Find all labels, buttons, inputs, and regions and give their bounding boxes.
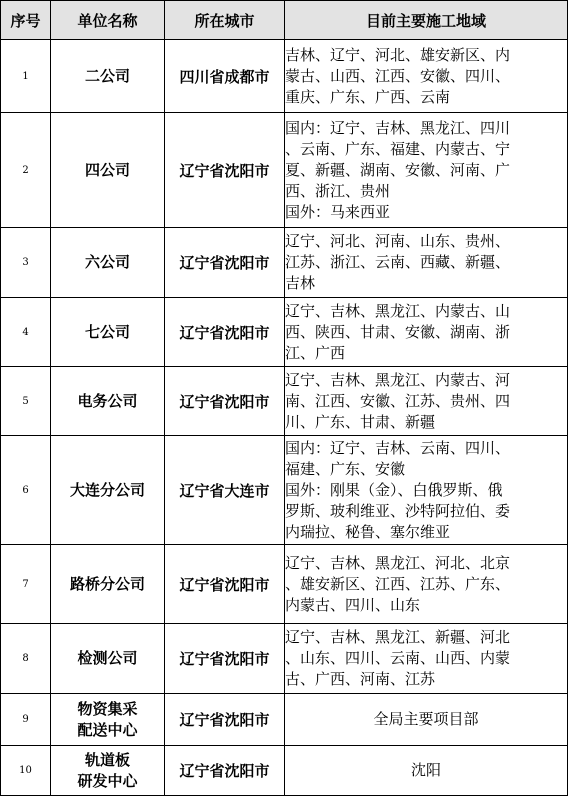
area-line: 罗斯、玻利维亚、沙特阿拉伯、委 xyxy=(285,501,511,520)
unit-name-line: 四公司 xyxy=(84,160,130,179)
unit-name-line: 配送中心 xyxy=(77,720,138,739)
city-cell: 辽宁省沈阳市 xyxy=(165,545,285,624)
city-cell: 辽宁省沈阳市 xyxy=(165,746,285,796)
unit-name-line: 二公司 xyxy=(84,66,130,85)
unit-name-cell xyxy=(51,367,165,436)
area-line: 国内：辽宁、吉林、黑龙江、四川 xyxy=(285,118,511,137)
unit-name-line: 路桥分公司 xyxy=(69,574,145,593)
unit-name-line: 七公司 xyxy=(84,322,130,341)
area-line: 吉林 xyxy=(285,274,316,292)
construction-area-cell xyxy=(285,545,568,624)
area-line: 全局主要项目部 xyxy=(373,710,479,728)
table-row xyxy=(1,624,568,694)
header-unit-name: 单位名称 xyxy=(51,1,165,40)
area-line: 南、江西、安徽、江苏、贵州、四 xyxy=(285,391,511,410)
area-line: 、雄安新区、江西、江苏、广东、 xyxy=(285,574,511,593)
row-index: 2 xyxy=(1,113,51,228)
unit-name-cell xyxy=(51,624,165,694)
area-line: 江、广西 xyxy=(285,343,346,362)
row-index: 3 xyxy=(1,228,51,298)
row-index: 4 xyxy=(1,298,51,367)
area-line: 吉林、辽宁、河北、雄安新区、内 xyxy=(285,45,511,64)
unit-name-line: 电务公司 xyxy=(77,391,138,410)
construction-area-cell xyxy=(285,228,568,298)
area-line: 辽宁、吉林、黑龙江、新疆、河北 xyxy=(285,628,511,646)
unit-name-cell xyxy=(51,746,165,796)
construction-area-cell xyxy=(285,298,568,367)
unit-name-cell xyxy=(51,228,165,298)
unit-name-cell xyxy=(51,436,165,545)
table-row xyxy=(1,113,568,228)
row-index: 5 xyxy=(1,367,51,436)
header-construction-area: 目前主要施工地域 xyxy=(285,1,568,40)
row-index: 1 xyxy=(1,40,51,113)
construction-area-cell xyxy=(285,624,568,694)
table-row xyxy=(1,40,568,113)
area-line: 沈阳 xyxy=(410,761,441,779)
table-body xyxy=(1,40,568,796)
area-line: 内瑞拉、秘鲁、塞尔维亚 xyxy=(285,522,451,541)
header-city: 所在城市 xyxy=(165,1,285,40)
area-line: 辽宁、吉林、黑龙江、河北、北京 xyxy=(285,553,511,572)
construction-area-cell xyxy=(285,40,568,113)
unit-name-cell xyxy=(51,113,165,228)
row-index: 6 xyxy=(1,436,51,545)
area-line: 国外：马来西亚 xyxy=(285,202,391,221)
area-line: 西、陕西、甘肃、安徽、湖南、浙 xyxy=(285,322,511,341)
area-line: 内蒙古、四川、山东 xyxy=(285,595,421,614)
area-line: 古、广西、河南、江苏 xyxy=(285,670,436,688)
row-index: 10 xyxy=(1,746,51,796)
city-cell: 辽宁省大连市 xyxy=(165,436,285,545)
area-line: 、云南、广东、福建、内蒙古、宁 xyxy=(285,139,511,158)
area-line: 国外：刚果（金）、白俄罗斯、俄 xyxy=(285,480,503,499)
city-cell: 辽宁省沈阳市 xyxy=(165,298,285,367)
area-line: 辽宁、河北、河南、山东、贵州、 xyxy=(285,232,511,250)
area-line: 国内：辽宁、吉林、云南、四川、 xyxy=(285,438,511,457)
table-row xyxy=(1,545,568,624)
construction-area-cell xyxy=(285,113,568,228)
unit-name-cell xyxy=(51,298,165,367)
table-row xyxy=(1,694,568,746)
area-line: 蒙古、山西、江西、安徽、四川、 xyxy=(285,66,511,85)
table-row xyxy=(1,367,568,436)
city-cell: 辽宁省沈阳市 xyxy=(165,228,285,298)
row-index: 8 xyxy=(1,624,51,694)
unit-name-cell xyxy=(51,694,165,746)
unit-name-line: 六公司 xyxy=(84,253,130,271)
unit-name-line: 轨道板 xyxy=(84,750,130,769)
row-index: 9 xyxy=(1,694,51,746)
unit-name-line: 物资集采 xyxy=(77,699,138,718)
construction-area-cell xyxy=(285,367,568,436)
construction-area-cell xyxy=(285,694,568,746)
table-row xyxy=(1,298,568,367)
construction-area-cell xyxy=(285,746,568,796)
unit-name-line: 检测公司 xyxy=(77,649,138,667)
city-cell: 辽宁省沈阳市 xyxy=(165,367,285,436)
area-line: 夏、新疆、湖南、安徽、河南、广 xyxy=(285,160,511,179)
unit-name-cell xyxy=(51,40,165,113)
area-line: 福建、广东、安徽 xyxy=(285,459,406,478)
unit-name-line: 研发中心 xyxy=(77,771,138,790)
table-row xyxy=(1,746,568,796)
area-line: 西、浙江、贵州 xyxy=(285,181,391,200)
construction-area-cell xyxy=(285,436,568,545)
header-row xyxy=(1,1,568,40)
area-line: 、山东、四川、云南、山西、内蒙 xyxy=(285,649,511,667)
unit-name-line: 大连分公司 xyxy=(69,480,145,499)
area-line: 川、广东、甘肃、新疆 xyxy=(285,412,436,431)
area-line: 重庆、广东、广西、云南 xyxy=(285,87,451,106)
unit-name-cell xyxy=(51,545,165,624)
header-index: 序号 xyxy=(1,1,51,40)
city-cell: 辽宁省沈阳市 xyxy=(165,113,285,228)
area-line: 江苏、浙江、云南、西藏、新疆、 xyxy=(285,253,511,271)
city-cell: 四川省成都市 xyxy=(165,40,285,113)
area-line: 辽宁、吉林、黑龙江、内蒙古、山 xyxy=(285,301,511,320)
row-index: 7 xyxy=(1,545,51,624)
city-cell: 辽宁省沈阳市 xyxy=(165,624,285,694)
table-row xyxy=(1,436,568,545)
table-row xyxy=(1,228,568,298)
city-cell: 辽宁省沈阳市 xyxy=(165,694,285,746)
area-line: 辽宁、吉林、黑龙江、内蒙古、河 xyxy=(285,370,511,389)
